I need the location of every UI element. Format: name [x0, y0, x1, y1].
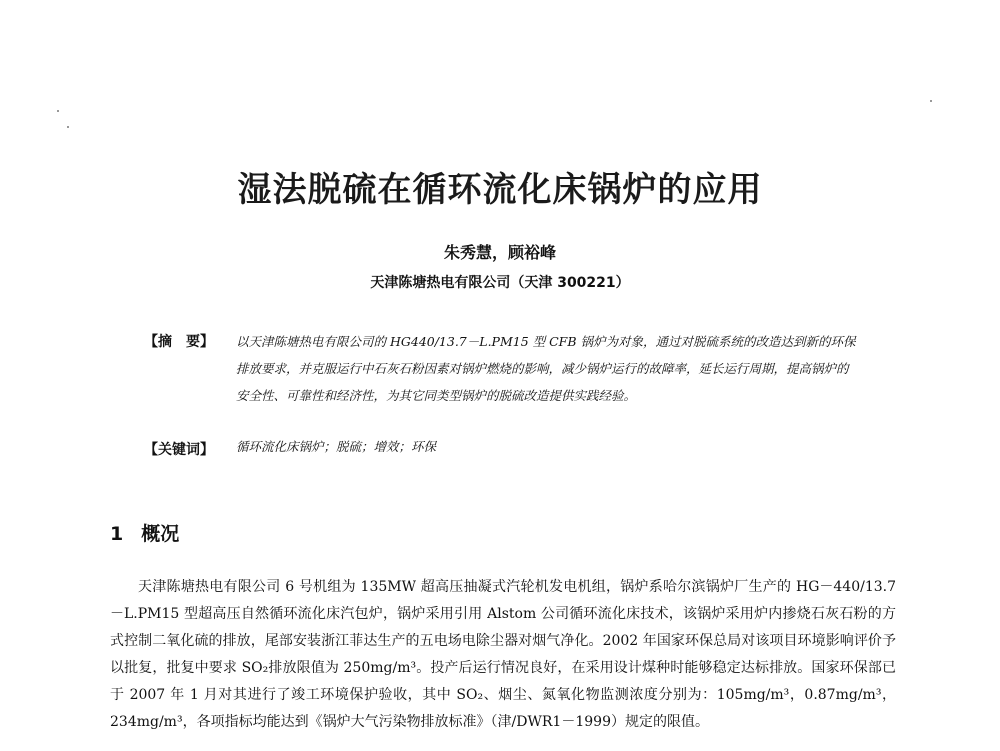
abstract-text: 以天津陈塘热电有限公司的 HG440/13.7－L.PM15 型 CFB 锅炉为对象，通过对脱硫系统的改造达到新的环保排放要求，并克服运行中石灰石粉因素对锅炉燃烧的影响，减少锅炉运行的故障率，延长运行周期，提高锅炉的安全性、可靠性和经济性，为其它同类型锅炉的脱硫改造提供实践经验。	[236, 334, 856, 403]
section-number: 1	[110, 523, 124, 545]
scan-speck	[57, 110, 59, 112]
paper-title: 湿法脱硫在循环流化床锅炉的应用	[237, 170, 763, 210]
abstract-label: 【摘 要】	[144, 334, 214, 350]
scan-speck	[67, 126, 69, 128]
section-heading	[110, 519, 179, 546]
scan-speck	[930, 100, 932, 102]
paper-authors: 朱秀慧，顾裕峰	[443, 243, 556, 262]
keywords-text: 循环流化床锅炉；脱硫；增效；环保	[236, 439, 437, 454]
keywords-label: 【关键词】	[144, 442, 214, 458]
section-title: 概况	[141, 523, 180, 545]
body-paragraph: 天津陈塘热电有限公司 6 号机组为 135MW 超高压抽凝式汽轮机发电机组，锅炉系哈尔滨锅炉厂生产的 HG－440/13.7－L.PM15 型超高压自然循环流化床汽包炉，锅炉采用引用 Alstom 公司循环流化床技术，该锅炉采用炉内掺烧石灰石粉的方式控制二氧化硫的排放，尾部安装浙江菲达生产的五电场电除尘器对烟气净化。2002 年国家环保总局对该项目环境影响评价予以批复，批复中要求 SO₂排放限值为 250mg/m³。投产后运行情况良好，在采用设计煤种时能够稳定达标排放。国家环保部已于 2007 年 1 月对其进行了竣工环境保护验收，其中 SO₂、烟尘、氮氧化物监测浓度分别为：105mg/m³，0.87mg/m³，234mg/m³，各项指标均能达到《锅炉大气污染物排放标准》（津/DWR1－1999）规定的限值。	[110, 579, 896, 730]
paper-affiliation: 天津陈塘热电有限公司（天津 300221）	[370, 275, 630, 291]
